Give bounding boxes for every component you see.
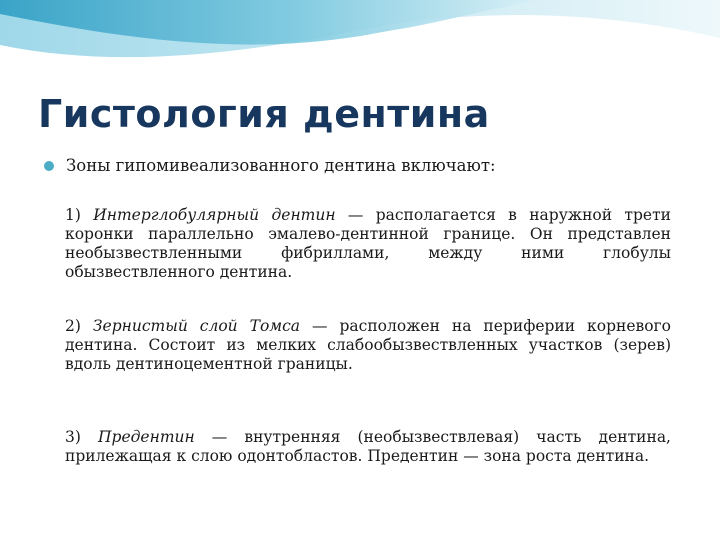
paragraph-term: Зернистый слой Томса: [92, 317, 301, 335]
slide-title: Гистология дентина: [38, 92, 490, 136]
paragraph-term: Предентин: [98, 428, 195, 446]
paragraph-text: — располагается в наружной трети коронки параллельно эмалево-дентинной границе. Он представлен необызвествленными фибриллами, между ними глобулы обызвествленного дентина.: [65, 206, 671, 281]
decorative-wave-band: [0, 0, 720, 90]
paragraph-interglobular-dentin: [65, 206, 671, 282]
paragraph-text: — расположен на периферии корневого дентина. Состоит из мелких слабообызвествленных участков (зерев) вдоль дентиноцементной границы.: [65, 317, 671, 373]
paragraph-number: 3): [65, 428, 81, 446]
paragraph-number: 1): [65, 206, 81, 224]
paragraph-number: 2): [65, 317, 81, 335]
paragraph-term: Интерглобулярный дентин: [93, 206, 336, 224]
paragraph-tomes-granular-layer: [65, 317, 671, 374]
paragraph-predentin: [65, 428, 671, 466]
paragraph-text: — внутренняя (необызвествлевая) часть дентина, прилежащая к слою одонтобластов. Предентин — зона роста дентина.: [65, 428, 671, 465]
bullet-text: Зоны гипомивеализованного дентина включают:: [66, 156, 496, 175]
bullet-dot-icon: [44, 161, 54, 171]
